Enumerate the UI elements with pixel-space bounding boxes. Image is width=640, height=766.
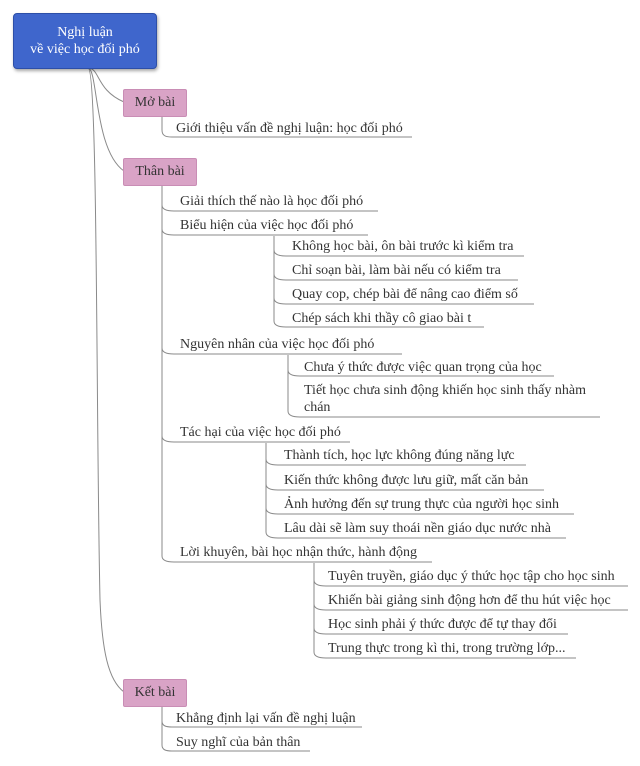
nguyen-nhan-item[interactable]: Chưa ý thức được việc quan trọng của học [304, 360, 542, 375]
bieu-hien-item[interactable]: Quay cop, chép bài để nâng cao điểm số [292, 287, 518, 302]
bieu-hien-item[interactable]: Không học bài, ôn bài trước kì kiểm tra [292, 239, 514, 254]
section-mo-bai[interactable]: Mở bài [123, 89, 187, 117]
tac-hai-item[interactable]: Lâu dài sẽ làm suy thoái nền giáo dục nước nhà [284, 521, 551, 536]
nguyen-nhan-heading[interactable]: Nguyên nhân của việc học đối phó [180, 337, 375, 352]
than-bai-giai-thich[interactable]: Giải thích thế nào là học đối phó [180, 194, 364, 209]
loi-khuyen-item[interactable]: Khiến bài giảng sinh động hơn để thu hút việc học [328, 593, 611, 608]
loi-khuyen-item[interactable]: Tuyên truyền, giáo dục ý thức học tập cho học sinh [328, 569, 615, 584]
tac-hai-item[interactable]: Thành tích, học lực không đúng năng lực [284, 448, 515, 463]
bieu-hien-item[interactable]: Chỉ soạn bài, làm bài nếu có kiểm tra [292, 263, 501, 278]
root-title-line1: Nghị luận [57, 25, 113, 40]
tac-hai-heading[interactable]: Tác hại của việc học đối phó [180, 425, 341, 440]
loi-khuyen-heading[interactable]: Lời khuyên, bài học nhận thức, hành động [180, 545, 417, 560]
loi-khuyen-item[interactable]: Học sinh phải ý thức được để tự thay đổi [328, 617, 557, 632]
loi-khuyen-item[interactable]: Trung thực trong kì thi, trong trường lớp... [328, 641, 566, 656]
root-title-line2: về việc học đối phó [30, 42, 140, 57]
section-than-bai[interactable]: Thân bài [123, 158, 197, 186]
tac-hai-item[interactable]: Ảnh hưởng đến sự trung thực của người học sinh [284, 497, 559, 512]
ket-bai-item[interactable]: Suy nghĩ của bản thân [176, 735, 301, 750]
bieu-hien-item[interactable]: Chép sách khi thầy cô giao bài t [292, 311, 472, 326]
mo-bai-item[interactable]: Giới thiệu vấn đề nghị luận: học đối phó [176, 121, 403, 136]
section-ket-bai[interactable]: Kết bài [123, 679, 187, 707]
root-node[interactable] [13, 13, 157, 69]
tac-hai-item[interactable]: Kiến thức không được lưu giữ, mất căn bản [284, 473, 529, 488]
ket-bai-item[interactable]: Khẳng định lại vấn đề nghị luận [176, 711, 356, 726]
nguyen-nhan-item[interactable]: Tiết học chưa sinh động khiến học sinh thấy nhàm chán [304, 383, 586, 415]
bieu-hien-heading[interactable]: Biểu hiện của việc học đối phó [180, 218, 354, 233]
